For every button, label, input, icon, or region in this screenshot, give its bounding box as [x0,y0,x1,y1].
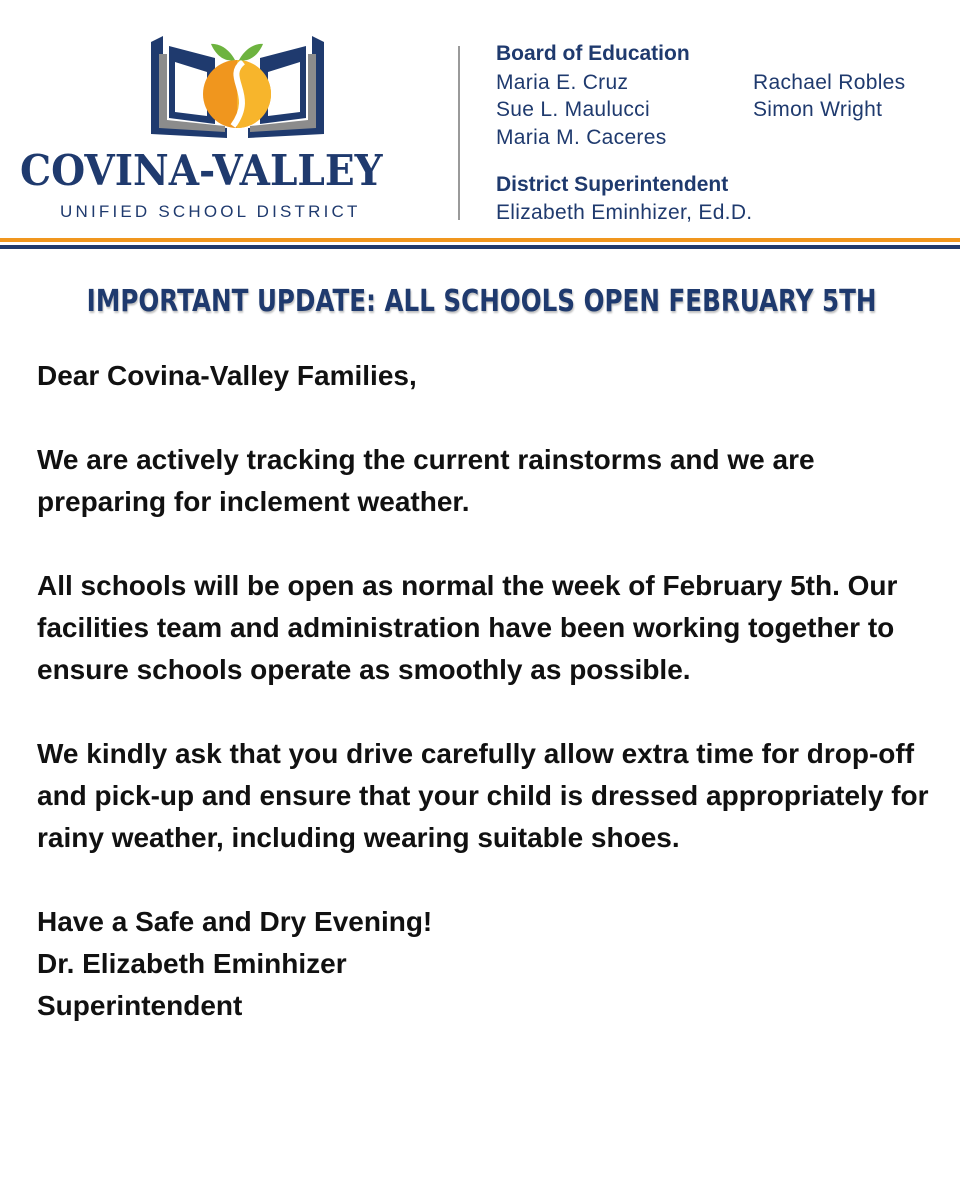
board-member: Maria E. Cruz [496,71,629,94]
board-title: Board of Education [496,42,690,65]
signature-name: Dr. Elizabeth Eminhizer [37,948,347,979]
letter-closing: Have a Safe and Dry Evening! [37,906,433,937]
district-logo-subtitle: UNIFIED SCHOOL DISTRICT [60,202,361,221]
board-member: Rachael Robles [753,71,906,94]
headline [0,284,960,319]
header-divider [458,46,460,220]
letter-paragraph: All schools will be open as normal the week of February 5th. Our facilities team and administration have been working together to ensure schools operate as smoothly as possible. [37,570,898,685]
board-member: Sue L. Maulucci [496,98,650,121]
superintendent-title: District Superintendent [496,173,729,196]
headline-text: IMPORTANT UPDATE: ALL SCHOOLS OPEN FEBRUARY 5TH [86,284,877,319]
letter-paragraph: We kindly ask that you drive carefully allow extra time for drop-off and pick-up and ensure that your child is dressed appropriately for rainy weather, including wearing suitable shoes. [37,738,929,853]
board-member: Maria M. Caceres [496,126,667,149]
letterhead [0,0,960,240]
district-logo-name: COVINA-VALLEY [20,146,383,195]
letter-body [37,355,937,1027]
superintendent-name: Elizabeth Eminhizer, Ed.D. [496,201,753,224]
header-rule-orange [0,238,960,242]
signature-title: Superintendent [37,990,243,1021]
letter-paragraph: We are actively tracking the current rainstorms and we are preparing for inclement weather. [37,444,815,517]
board-member: Simon Wright [753,98,883,121]
district-logo-icon [145,32,330,142]
header-rule-blue [0,245,960,249]
letter-greeting: Dear Covina-Valley Families, [37,360,417,391]
